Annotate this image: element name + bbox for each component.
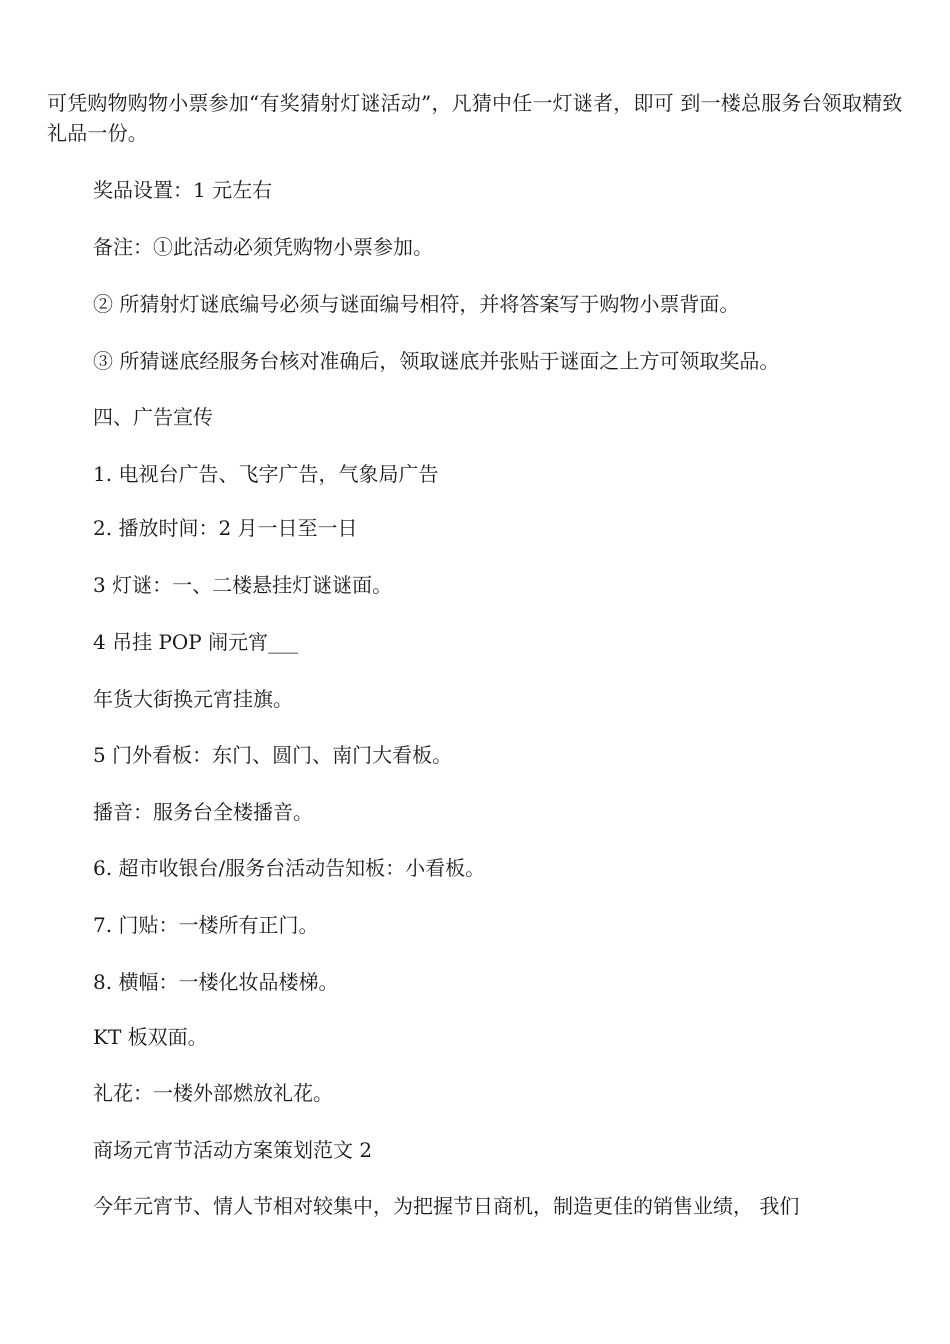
text-line-street-flags: 年货大街换元宵挂旗。 <box>93 687 293 711</box>
text-line-cashier-board: 6. 超市收银台/服务台活动告知板：小看板。 <box>93 856 486 880</box>
text-line-intro-plan-2: 今年元宵节、情人节相对较集中，为把握节日商机，制造更佳的销售业绩， 我们 <box>93 1194 800 1218</box>
text-line-broadcast-time: 2. 播放时间：2 月一日至一日 <box>93 516 358 540</box>
text-line-fireworks: 礼花：一楼外部燃放礼花。 <box>93 1081 333 1105</box>
text-line-note-1: 备注：①此活动必须凭购物小票参加。 <box>93 235 433 259</box>
section-heading-advertising: 四、广告宣传 <box>93 405 213 429</box>
text-line-kt-board: KT 板双面。 <box>93 1025 208 1049</box>
text-line-riddles: 3 灯谜：一、二楼悬挂灯谜谜面。 <box>93 573 393 597</box>
section-title-plan-2: 商场元宵节活动方案策划范文 2 <box>93 1138 373 1162</box>
text-line-tv-ads: 1. 电视台广告、飞字广告，气象局广告 <box>93 462 439 486</box>
text-line-outdoor-boards: 5 门外看板：东门、圆门、南门大看板。 <box>93 743 453 767</box>
text-line-note-2: ② 所猜射灯谜底编号必须与谜面编号相符，并将答案写于购物小票背面。 <box>93 292 740 316</box>
text-line-hanging-pop: 4 吊挂 POP 闹元宵___ <box>93 630 299 654</box>
text-line-note-3: ③ 所猜谜底经服务台核对准确后，领取谜底并张贴于谜面之上方可领取奖品。 <box>93 349 780 373</box>
text-line-banner: 8. 横幅：一楼化妆品楼梯。 <box>93 970 339 994</box>
paragraph-lantern-riddle-activity: 可凭购物购物小票参加“有奖猜射灯谜活动”，凡猜中任一灯谜者，即可 到一楼总服务台领取精致礼品一份。 <box>47 91 903 145</box>
text-line-prize-setting: 奖品设置：1 元左右 <box>93 178 273 202</box>
text-line-door-stickers: 7. 门贴：一楼所有正门。 <box>93 913 319 937</box>
text-line-announcement: 播音：服务台全楼播音。 <box>93 800 313 824</box>
